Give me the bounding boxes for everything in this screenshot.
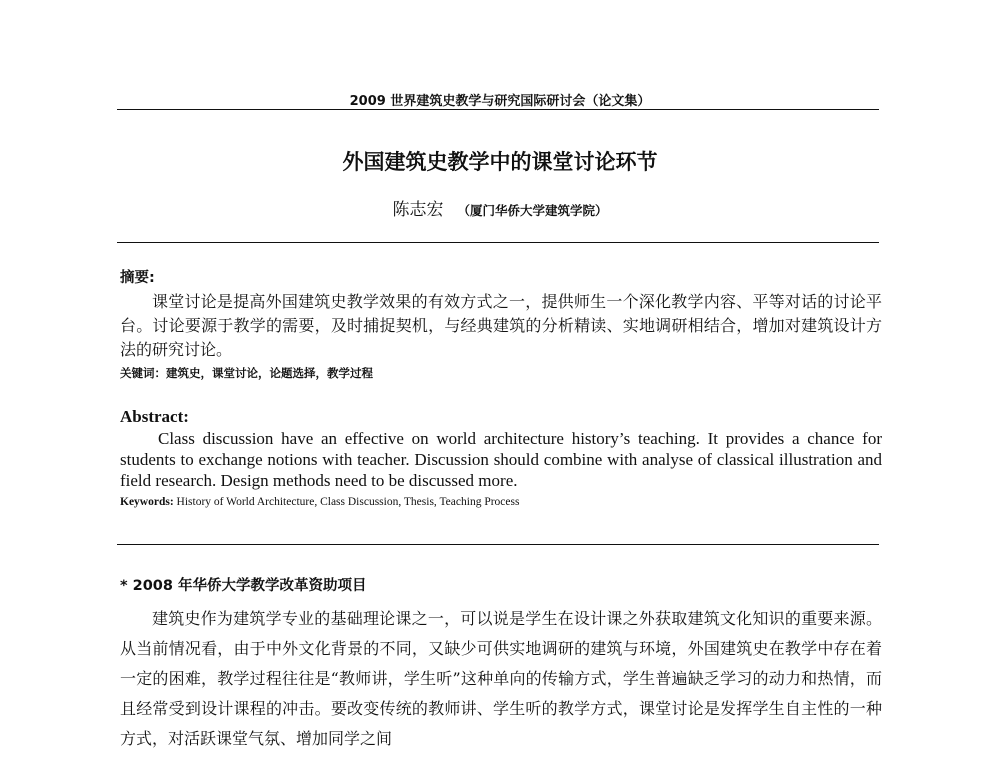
running-header: 2009 世界建筑史教学与研究国际研讨会（论文集） (349, 94, 651, 109)
keywords-en-list: History of World Architecture, Class Discussion, Thesis, Teaching Process (173, 496, 520, 508)
abstract-zh-heading: 摘要: (120, 270, 155, 286)
abstract-en-heading: Abstract: (120, 407, 189, 426)
title-rule (117, 242, 879, 243)
paper-title: 外国建筑史教学中的课堂讨论环节 (342, 150, 658, 174)
author-name: 陈志宏 (392, 200, 444, 220)
author-affiliation: （厦门华侨大学建筑学院） (457, 203, 608, 218)
body-paragraph: 建筑史作为建筑学专业的基础理论课之一，可以说是学生在设计课之外获取建筑文化知识的重要来源。从当前情况看，由于中外文化背景的不同，又缺少可供实地调研的建筑与环境，外国建筑史在教学中存在着一定的困难，教学过程往往是“教师讲，学生听”这种单向的传输方式，学生普遍缺乏学习的动力和热情，而且经常受到设计课程的冲击。要改变传统的教师讲、学生听的教学方式，课堂讨论是发挥学生自主性的一种方式，对活跃课堂气氛、增加同学之间 (120, 609, 882, 748)
funding-footnote: * 2008 年华侨大学教学改革资助项目 (120, 578, 367, 594)
author-line (0, 195, 1000, 220)
abstract-rule (117, 544, 879, 545)
abstract-zh-text: 课堂讨论是提高外国建筑史教学效果的有效方式之一，提供师生一个深化教学内容、平等对话的讨论平台。讨论要源于教学的需要，及时捕捉契机，与经典建筑的分析精读、实地调研相结合，增加对建筑设计方法的研究讨论。 (120, 292, 882, 359)
keywords-en-label: Keywords: (120, 496, 174, 508)
abstract-en-text: Class discussion have an effective on world architecture history’s teaching. It provides a chance for students to exchange notions with teacher. Discussion should combine with analyse of classical illustration and field research. Design methods need to be discussed more. (120, 429, 882, 490)
header-rule (117, 109, 879, 110)
keywords-zh: 关键词：建筑史，课堂讨论，论题选择，教学过程 (120, 366, 373, 380)
keywords-en (120, 496, 519, 508)
